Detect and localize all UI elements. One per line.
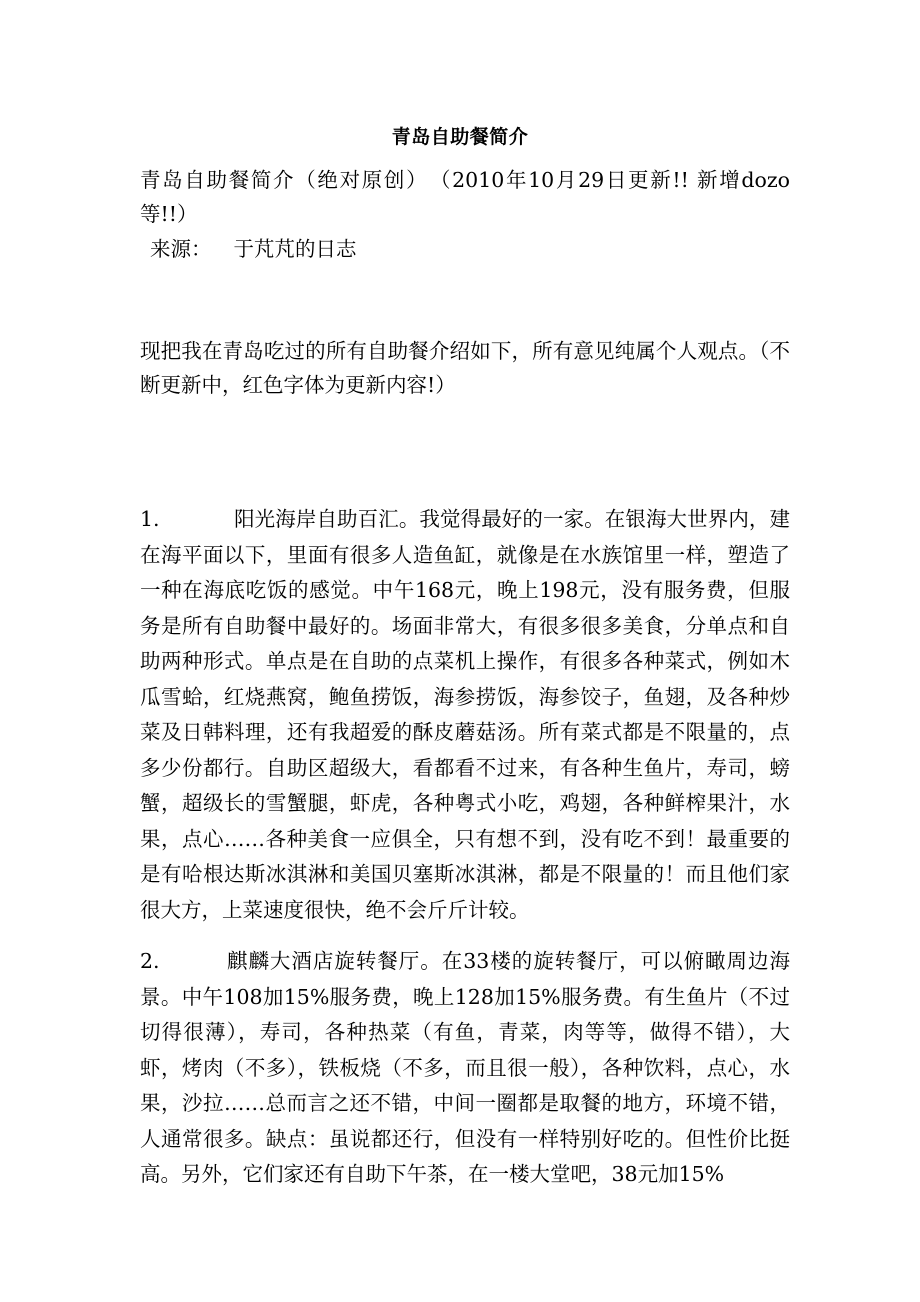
item-number: 1. (140, 507, 160, 531)
list-item (140, 502, 790, 928)
source-label: 来源： (150, 237, 212, 261)
item-number: 2. (140, 949, 160, 973)
source-line (150, 232, 800, 268)
source-value: 于芃芃的日志 (233, 237, 357, 261)
document-title: 青岛自助餐简介 (391, 126, 529, 148)
list-item (140, 944, 790, 1193)
item-text: 阳光海岸自助百汇。我觉得最好的一家。在银海大世界内，建在海平面以下，里面有很多人造鱼缸，就像是在水族馆里一样，塑造了一种在海底吃饭的感觉。中午168元，晚上198元，没有服务费，但服务是所有自助餐中最好的。场面非常大，有很多很多美食，分单点和自助两种形式。单点是在自助的点菜机上操作，有很多各种菜式，例如木瓜雪蛤，红烧燕窝，鲍鱼捞饭，海参捞饭，海参饺子，鱼翅，及各种炒菜及日韩料理，还有我超爱的酥皮蘑菇汤。所有菜式都是不限量的，点多少份都行。自助区超级大，看都看不过来，有各种生鱼片，寿司，螃蟹，超级长的雪蟹腿，虾虎，各种粤式小吃，鸡翅，各种鲜榨果汁，水果，点心……各种美食一应俱全，只有想不到，没有吃不到！最重要的是有哈根达斯冰淇淋和美国贝塞斯冰淇淋，都是不限量的！而且他们家很大方，上菜速度很快，绝不会斤斤计较。 (140, 507, 790, 922)
item-text: 麒麟大酒店旋转餐厅。在33楼的旋转餐厅，可以俯瞰周边海景。中午108加15%服务费，晚上128加15%服务费。有生鱼片（不过切得很薄），寿司，各种热菜（有鱼，青菜，肉等等，做得不错），大虾，烤肉（不多），铁板烧（不多，而且很一般），各种饮料，点心，水果，沙拉……总而言之还不错，中间一圈都是取餐的地方，环境不错，人通常很多。缺点：虽说都还行，但没有一样特别好吃的。但性价比挺高。另外，它们家还有自助下午茶，在一楼大堂吧，38元加15% (140, 949, 790, 1186)
document-subtitle: 青岛自助餐简介（绝对原创） （2010年10月29日更新!! 新增dozo等!!） (140, 168, 790, 226)
intro-paragraph: 现把我在青岛吃过的所有自助餐介绍如下，所有意见纯属个人观点。（不断更新中，红色字体为更新内容!） (140, 339, 790, 397)
